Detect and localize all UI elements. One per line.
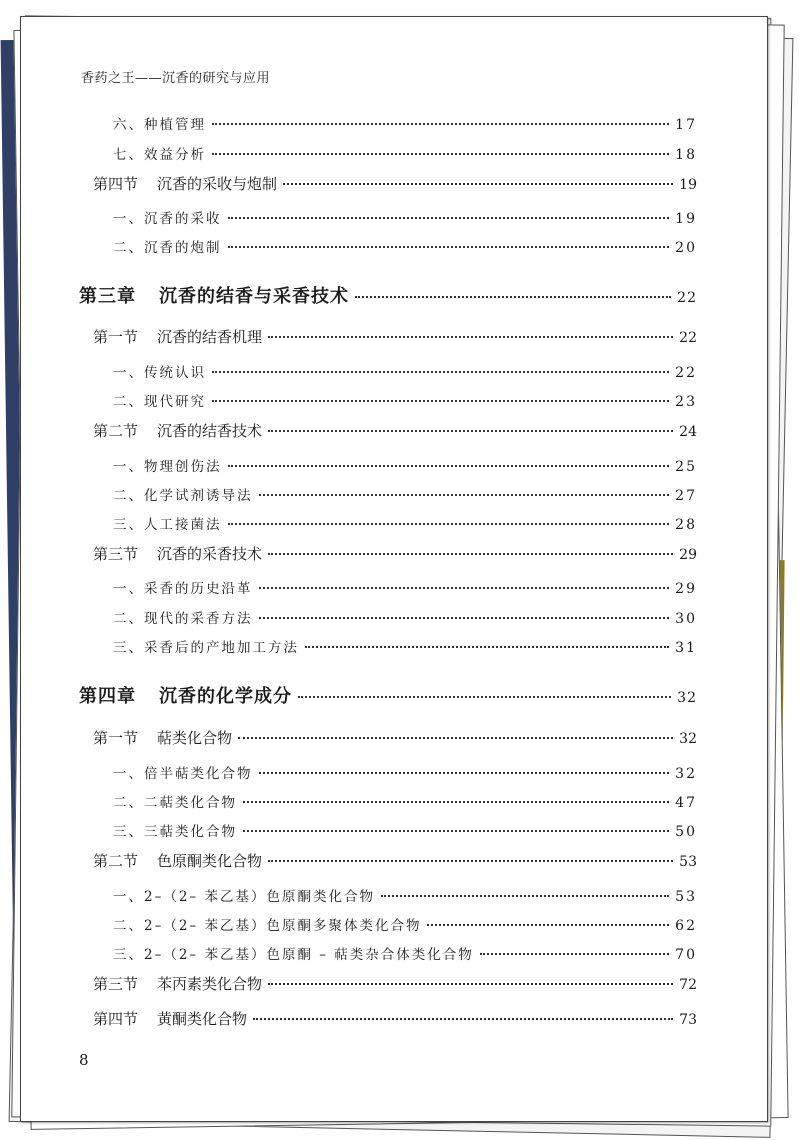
dot-leader: [228, 217, 670, 219]
toc-entry-label: [113, 361, 206, 381]
toc-entry-number: 第四节: [93, 175, 139, 193]
dot-leader: [243, 801, 669, 803]
toc-subsection-row[interactable]: [113, 113, 697, 133]
toc-entry-label: [113, 762, 253, 782]
toc-section-row[interactable]: [93, 326, 697, 347]
toc-section-row[interactable]: [93, 850, 697, 871]
toc-entry-title: 一、采香的历史沿革: [113, 581, 253, 597]
dot-leader: [259, 494, 670, 496]
toc-subsection-row[interactable]: [113, 762, 697, 782]
toc-entry-title: 沉香的结香技术: [157, 422, 263, 440]
toc-subsection-row[interactable]: [113, 455, 697, 475]
toc-entry-title: 黄酮类化合物: [157, 1010, 248, 1028]
toc-entry-label: [93, 850, 262, 871]
dot-leader: [253, 1018, 673, 1020]
toc-entry-title: 萜类化合物: [157, 729, 233, 747]
toc-entry-label: [113, 236, 222, 256]
toc-entry-title: 沉香的化学成分: [159, 686, 292, 707]
toc-subsection-row[interactable]: [113, 484, 697, 504]
toc-entry-title: 一、2–（2– 苯乙基）色原酮类化合物: [113, 889, 375, 905]
dot-leader: [243, 830, 669, 832]
toc-entry-page: 32: [679, 731, 697, 747]
toc-entry-page: 29: [675, 581, 697, 597]
toc-entry-page: 27: [675, 488, 697, 504]
dot-leader: [355, 296, 671, 298]
dot-leader: [259, 772, 670, 774]
toc-entry-page: 53: [679, 854, 697, 870]
toc-entry-label: [113, 914, 421, 934]
toc-subsection-row[interactable]: [113, 943, 697, 963]
toc-entry-page: 53: [675, 889, 697, 905]
toc-entry-page: 20: [675, 240, 697, 256]
toc-entry-page: 18: [675, 147, 697, 163]
toc-entry-page: 23: [675, 394, 697, 410]
toc-entry-page: 19: [675, 211, 697, 227]
dot-leader: [268, 553, 673, 555]
dot-leader: [238, 737, 673, 739]
toc-entry-title: 色原酮类化合物: [157, 852, 263, 870]
toc-entry-number: 第三节: [93, 545, 139, 563]
running-header: 香药之王——沉香的研究与应用: [81, 71, 271, 86]
toc-subsection-row[interactable]: [113, 885, 697, 905]
toc-entry-title: 三、人工接菌法: [113, 517, 222, 533]
toc-section-row[interactable]: [93, 173, 697, 194]
toc-entry-label: [79, 282, 349, 308]
toc-entry-page: 17: [675, 117, 697, 133]
toc-entry-title: 七、效益分析: [113, 147, 206, 163]
toc-entry-number: 第一节: [93, 729, 139, 747]
dot-leader: [228, 523, 670, 525]
toc-entry-label: [93, 727, 232, 748]
toc-entry-page: 31: [675, 640, 697, 656]
toc-entry-label: [113, 636, 299, 656]
dot-leader: [212, 123, 669, 125]
toc-entry-label: [93, 420, 262, 441]
toc-entry-page: 62: [675, 918, 697, 934]
toc-entry-label: [113, 791, 237, 811]
toc-entry-page: 50: [675, 824, 697, 840]
toc-entry-page: 22: [679, 330, 697, 346]
dot-leader: [228, 246, 670, 248]
toc-entry-label: [93, 1008, 247, 1029]
toc-entry-title: 三、三萜类化合物: [113, 824, 237, 840]
toc-entry-page: 24: [679, 424, 697, 440]
dot-leader: [259, 587, 670, 589]
toc-entry-title: 一、物理创伤法: [113, 459, 222, 475]
toc-entry-title: 三、采香后的产地加工方法: [113, 640, 299, 656]
toc-chapter-row[interactable]: [79, 682, 697, 708]
toc-entry-title: 沉香的结香与采香技术: [159, 286, 349, 307]
toc-subsection-row[interactable]: [113, 143, 697, 163]
toc-entry-title: 一、沉香的采收: [113, 211, 222, 227]
toc-entry-label: [113, 577, 253, 597]
toc-entry-label: [93, 973, 262, 994]
toc-entry-label: [113, 513, 222, 533]
toc-entry-number: 第三节: [93, 975, 139, 993]
toc-entry-label: [113, 143, 206, 163]
toc-entry-label: [93, 543, 262, 564]
toc-subsection-row[interactable]: [113, 914, 697, 934]
toc-entry-page: 72: [679, 977, 697, 993]
toc-entry-label: [113, 943, 474, 963]
toc-section-row[interactable]: [93, 727, 697, 748]
toc-entry-label: [113, 484, 253, 504]
toc-entry-page: 32: [675, 766, 697, 782]
toc-entry-title: 二、沉香的炮制: [113, 240, 222, 256]
toc-section-row[interactable]: [93, 1008, 697, 1029]
toc-entry-title: 六、种植管理: [113, 117, 206, 133]
page-number: 8: [79, 1051, 89, 1069]
toc-subsection-row[interactable]: [113, 791, 697, 811]
toc-entry-page: 47: [675, 795, 697, 811]
toc-entry-title: 二、现代的采香方法: [113, 611, 253, 627]
dot-leader: [305, 646, 669, 648]
toc-entry-page: 19: [679, 177, 697, 193]
toc-subsection-row[interactable]: [113, 207, 697, 227]
toc-entry-title: 二、现代研究: [113, 394, 206, 410]
toc-entry-label: [93, 173, 277, 194]
toc-entry-title: 沉香的采收与炮制: [157, 175, 278, 193]
toc-entry-page: 25: [675, 459, 697, 475]
dot-leader: [212, 400, 669, 402]
toc-subsection-row[interactable]: [113, 820, 697, 840]
toc-entry-title: 三、2–（2– 苯乙基）色原酮 – 萜类杂合体类化合物: [113, 947, 474, 963]
toc-subsection-row[interactable]: [113, 390, 697, 410]
toc-entry-number: 第四章: [79, 686, 136, 707]
dot-leader: [228, 465, 670, 467]
dot-leader: [381, 895, 669, 897]
toc-entry-label: [113, 113, 206, 133]
toc-section-row[interactable]: [93, 973, 697, 994]
dot-leader: [283, 183, 673, 185]
toc-entry-page: 30: [675, 611, 697, 627]
toc-entry-page: 22: [675, 365, 697, 381]
toc-entry-label: [79, 682, 292, 708]
toc-entry-label: [113, 455, 222, 475]
toc-entry-page: 29: [679, 547, 697, 563]
toc-subsection-row[interactable]: [113, 636, 697, 656]
toc-entry-page: 70: [675, 947, 697, 963]
toc-entry-title: 苯丙素类化合物: [157, 975, 263, 993]
toc-entry-number: 第二节: [93, 852, 139, 870]
dot-leader: [480, 953, 669, 955]
toc-subsection-row[interactable]: [113, 513, 697, 533]
toc-entry-title: 二、化学试剂诱导法: [113, 488, 253, 504]
toc-entry-title: 沉香的结香机理: [157, 328, 263, 346]
dot-leader: [212, 153, 669, 155]
toc-entry-title: 一、传统认识: [113, 365, 206, 381]
toc-entry-number: 第三章: [79, 286, 136, 307]
toc-entry-title: 二、2–（2– 苯乙基）色原酮多聚体类化合物: [113, 918, 422, 934]
toc-entry-number: 第一节: [93, 328, 139, 346]
toc-entry-title: 二、二萜类化合物: [113, 795, 237, 811]
dot-leader: [268, 860, 673, 862]
toc-section-row[interactable]: [93, 543, 697, 564]
toc-entry-label: [113, 885, 375, 905]
toc-subsection-row[interactable]: [113, 361, 697, 381]
toc-entry-number: 第四节: [93, 1010, 139, 1028]
toc-entry-label: [113, 390, 206, 410]
toc-entry-label: [113, 607, 253, 627]
toc-entry-title: 一、倍半萜类化合物: [113, 766, 253, 782]
toc-chapter-row[interactable]: [79, 282, 697, 308]
toc-entry-page: 22: [677, 290, 697, 306]
toc-entry-page: 28: [675, 517, 697, 533]
toc-subsection-row[interactable]: [113, 236, 697, 256]
dot-leader: [268, 983, 673, 985]
toc-entry-label: [113, 820, 237, 840]
toc-section-row[interactable]: [93, 420, 697, 441]
toc-subsection-row[interactable]: [113, 577, 697, 597]
dot-leader: [259, 617, 670, 619]
dot-leader: [298, 696, 671, 698]
toc-entry-label: [93, 326, 262, 347]
toc-page: [20, 16, 768, 1122]
toc-subsection-row[interactable]: [113, 607, 697, 627]
toc-entry-label: [113, 207, 222, 227]
toc-entry-page: 73: [679, 1012, 697, 1028]
dot-leader: [427, 924, 669, 926]
toc-entry-page: 32: [677, 690, 697, 706]
dot-leader: [268, 336, 673, 338]
toc-entry-number: 第二节: [93, 422, 139, 440]
dot-leader: [212, 371, 669, 373]
toc-entry-title: 沉香的采香技术: [157, 545, 263, 563]
dot-leader: [268, 430, 673, 432]
